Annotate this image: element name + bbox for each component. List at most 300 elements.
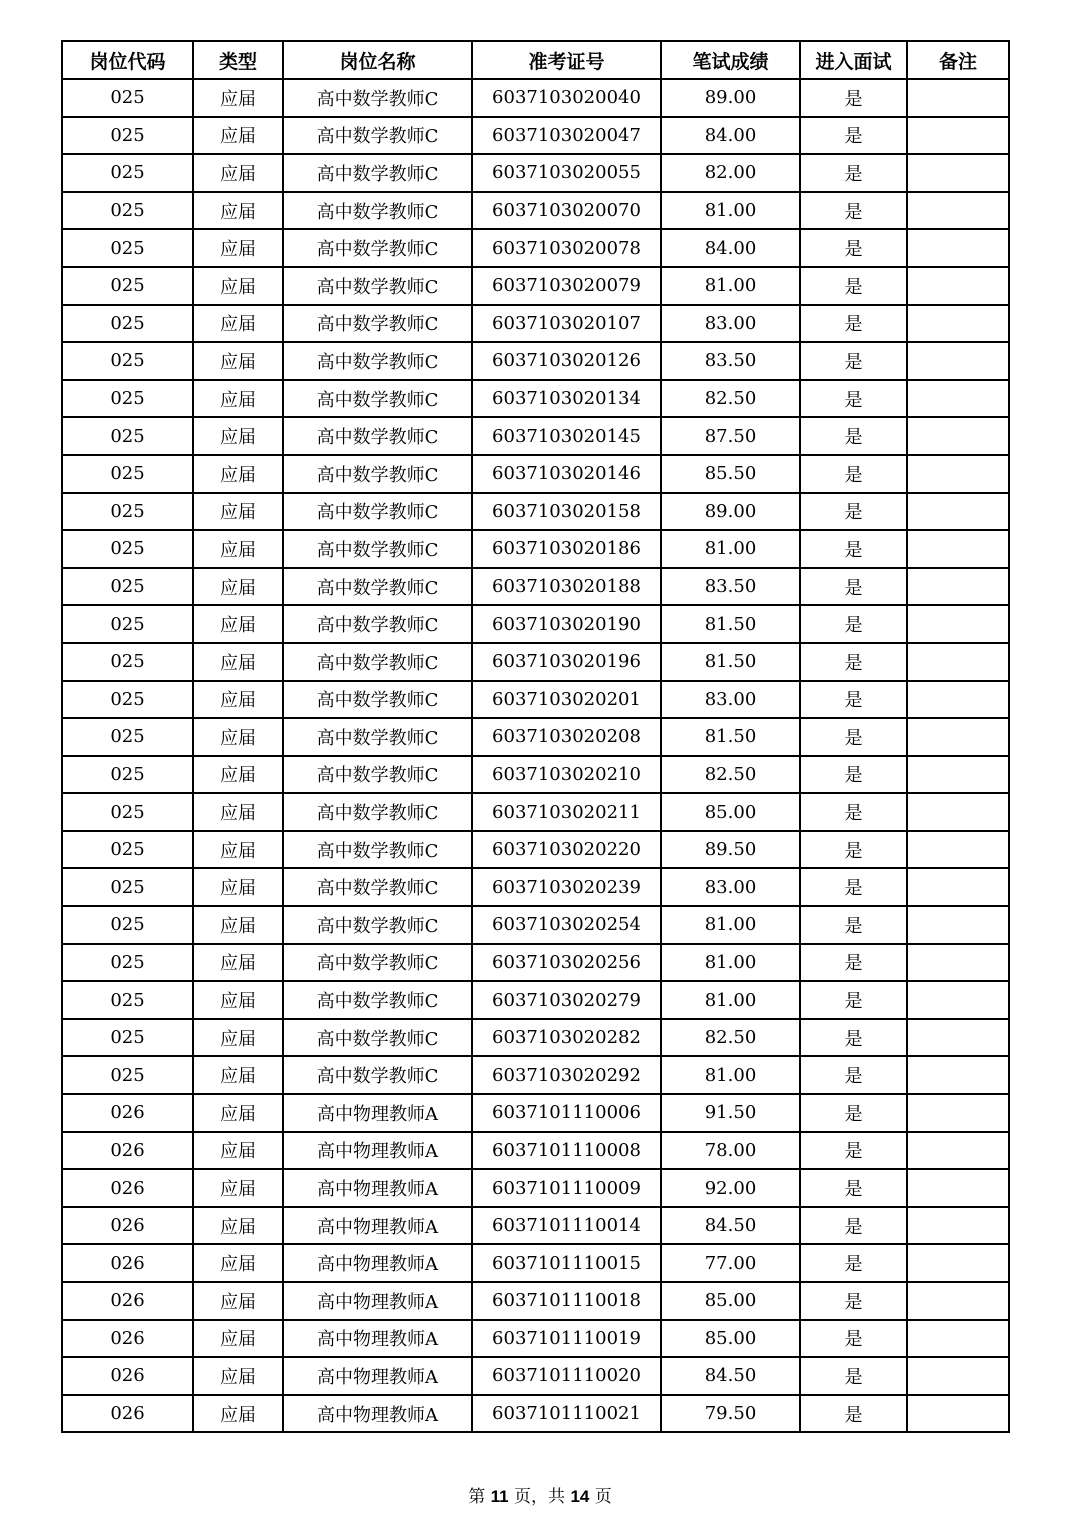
table-cell: 84.00	[661, 117, 800, 155]
table-cell: 高中数学教师C	[283, 868, 472, 906]
table-cell: 是	[800, 267, 907, 305]
table-cell: 025	[62, 79, 193, 117]
table-cell: 026	[62, 1282, 193, 1320]
table-cell: 高中物理教师A	[283, 1244, 472, 1282]
table-cell: 是	[800, 229, 907, 267]
table-cell	[907, 605, 1009, 643]
table-cell: 84.50	[661, 1357, 800, 1395]
table-cell: 是	[800, 981, 907, 1019]
table-row	[62, 305, 1009, 343]
results-table	[61, 40, 1010, 1433]
table-cell	[907, 117, 1009, 155]
table-row	[62, 1244, 1009, 1282]
table-cell: 是	[800, 1094, 907, 1132]
table-cell: 6037103020158	[472, 493, 661, 531]
table-cell: 是	[800, 1056, 907, 1094]
column-header: 类型	[193, 41, 283, 79]
table-cell: 是	[800, 417, 907, 455]
table-cell: 是	[800, 718, 907, 756]
table-cell	[907, 1132, 1009, 1170]
table-cell: 025	[62, 117, 193, 155]
table-cell	[907, 493, 1009, 531]
table-cell: 025	[62, 756, 193, 794]
table-cell	[907, 1244, 1009, 1282]
column-header: 岗位名称	[283, 41, 472, 79]
table-row	[62, 1395, 1009, 1433]
table-cell: 应届	[193, 1056, 283, 1094]
table-row	[62, 643, 1009, 681]
table-cell: 应届	[193, 831, 283, 869]
table-cell: 是	[800, 1395, 907, 1433]
table-cell: 85.50	[661, 455, 800, 493]
table-cell: 是	[800, 1132, 907, 1170]
table-cell: 81.00	[661, 530, 800, 568]
table-row	[62, 1019, 1009, 1057]
table-cell: 6037103020239	[472, 868, 661, 906]
table-cell: 应届	[193, 944, 283, 982]
table-cell: 89.50	[661, 831, 800, 869]
table-cell: 6037101110009	[472, 1169, 661, 1207]
table-cell: 85.00	[661, 1282, 800, 1320]
table-row	[62, 267, 1009, 305]
table-row	[62, 718, 1009, 756]
table-cell	[907, 267, 1009, 305]
table-cell: 025	[62, 229, 193, 267]
table-cell	[907, 831, 1009, 869]
table-cell: 025	[62, 944, 193, 982]
column-header: 准考证号	[472, 41, 661, 79]
table-cell: 89.00	[661, 493, 800, 531]
table-cell: 82.00	[661, 154, 800, 192]
table-cell: 6037103020254	[472, 906, 661, 944]
table-cell: 高中数学教师C	[283, 417, 472, 455]
table-cell: 高中数学教师C	[283, 605, 472, 643]
table-cell: 应届	[193, 793, 283, 831]
table-cell: 是	[800, 1207, 907, 1245]
table-cell	[907, 455, 1009, 493]
table-cell: 高中物理教师A	[283, 1094, 472, 1132]
table-cell: 025	[62, 681, 193, 719]
table-cell: 是	[800, 756, 907, 794]
table-cell	[907, 154, 1009, 192]
table-cell: 6037103020220	[472, 831, 661, 869]
table-cell: 高中物理教师A	[283, 1395, 472, 1433]
table-cell: 026	[62, 1132, 193, 1170]
table-cell	[907, 1207, 1009, 1245]
table-cell: 026	[62, 1320, 193, 1358]
table-cell: 是	[800, 305, 907, 343]
table-cell: 81.50	[661, 718, 800, 756]
table-cell: 6037103020208	[472, 718, 661, 756]
table-cell: 高中数学教师C	[283, 756, 472, 794]
table-cell	[907, 868, 1009, 906]
footer-middle: 页，共	[514, 1487, 566, 1507]
table-cell: 高中数学教师C	[283, 643, 472, 681]
table-cell	[907, 1056, 1009, 1094]
table-cell	[907, 718, 1009, 756]
table-cell: 是	[800, 643, 907, 681]
table-cell: 6037101110018	[472, 1282, 661, 1320]
table-row	[62, 1357, 1009, 1395]
table-row	[62, 1169, 1009, 1207]
table-cell: 高中数学教师C	[283, 981, 472, 1019]
table-cell: 6037103020188	[472, 568, 661, 606]
table-cell: 77.00	[661, 1244, 800, 1282]
table-cell	[907, 229, 1009, 267]
table-cell: 89.00	[661, 79, 800, 117]
footer-current-page: 11	[490, 1487, 509, 1506]
table-cell: 应届	[193, 117, 283, 155]
table-cell	[907, 1094, 1009, 1132]
table-cell: 6037103020282	[472, 1019, 661, 1057]
table-cell: 81.50	[661, 605, 800, 643]
table-cell: 6037103020055	[472, 154, 661, 192]
table-cell: 应届	[193, 342, 283, 380]
table-cell: 高中数学教师C	[283, 380, 472, 418]
table-cell: 是	[800, 1320, 907, 1358]
table-cell: 6037101110008	[472, 1132, 661, 1170]
table-cell: 是	[800, 342, 907, 380]
table-cell: 026	[62, 1094, 193, 1132]
table-cell	[907, 192, 1009, 230]
table-cell: 是	[800, 793, 907, 831]
table-cell: 应届	[193, 79, 283, 117]
table-row	[62, 1094, 1009, 1132]
table-cell: 81.00	[661, 944, 800, 982]
table-cell: 高中数学教师C	[283, 455, 472, 493]
column-header: 岗位代码	[62, 41, 193, 79]
table-cell: 81.00	[661, 906, 800, 944]
table-cell: 高中物理教师A	[283, 1207, 472, 1245]
table-cell: 是	[800, 568, 907, 606]
table-cell: 是	[800, 1169, 907, 1207]
table-cell	[907, 1019, 1009, 1057]
table-cell: 81.00	[661, 981, 800, 1019]
table-cell	[907, 643, 1009, 681]
table-cell: 6037103020134	[472, 380, 661, 418]
table-row	[62, 981, 1009, 1019]
table-cell: 应届	[193, 192, 283, 230]
table-cell: 6037103020196	[472, 643, 661, 681]
table-cell: 高中数学教师C	[283, 944, 472, 982]
table-cell: 6037103020190	[472, 605, 661, 643]
table-cell: 高中数学教师C	[283, 793, 472, 831]
table-cell	[907, 944, 1009, 982]
table-cell: 026	[62, 1169, 193, 1207]
table-cell	[907, 906, 1009, 944]
column-header: 进入面试	[800, 41, 907, 79]
table-row	[62, 380, 1009, 418]
table-row	[62, 793, 1009, 831]
table-cell: 025	[62, 380, 193, 418]
table-cell	[907, 793, 1009, 831]
table-cell: 6037103020145	[472, 417, 661, 455]
table-cell: 025	[62, 530, 193, 568]
table-cell: 025	[62, 831, 193, 869]
table-row	[62, 756, 1009, 794]
table-cell: 87.50	[661, 417, 800, 455]
table-cell	[907, 1395, 1009, 1433]
table-cell: 6037103020040	[472, 79, 661, 117]
table-cell: 025	[62, 906, 193, 944]
table-cell: 83.50	[661, 342, 800, 380]
table-cell	[907, 305, 1009, 343]
table-row	[62, 342, 1009, 380]
table-cell: 应届	[193, 568, 283, 606]
table-cell: 高中数学教师C	[283, 117, 472, 155]
table-cell: 6037103020078	[472, 229, 661, 267]
table-cell: 高中数学教师C	[283, 192, 472, 230]
table-cell: 应届	[193, 530, 283, 568]
table-cell: 高中数学教师C	[283, 718, 472, 756]
table-cell: 84.00	[661, 229, 800, 267]
table-row	[62, 605, 1009, 643]
table-cell: 025	[62, 154, 193, 192]
page-footer	[0, 1482, 1080, 1507]
table-cell: 是	[800, 831, 907, 869]
table-body	[62, 79, 1009, 1432]
table-cell: 应届	[193, 1019, 283, 1057]
table-cell: 025	[62, 643, 193, 681]
table-cell: 应届	[193, 1320, 283, 1358]
table-cell: 应届	[193, 1207, 283, 1245]
table-cell: 高中数学教师C	[283, 493, 472, 531]
table-cell: 82.50	[661, 380, 800, 418]
table-cell: 是	[800, 79, 907, 117]
table-cell: 025	[62, 1056, 193, 1094]
table-cell: 是	[800, 1357, 907, 1395]
table-cell: 高中数学教师C	[283, 530, 472, 568]
table-row	[62, 1207, 1009, 1245]
column-header: 笔试成绩	[661, 41, 800, 79]
table-cell: 6037103020292	[472, 1056, 661, 1094]
table-cell: 026	[62, 1207, 193, 1245]
footer-total-pages: 14	[570, 1487, 590, 1506]
table-cell: 是	[800, 868, 907, 906]
table-row	[62, 944, 1009, 982]
table-cell	[907, 530, 1009, 568]
table-cell: 83.00	[661, 868, 800, 906]
table-cell: 79.50	[661, 1395, 800, 1433]
table-cell: 6037103020126	[472, 342, 661, 380]
table-cell: 是	[800, 455, 907, 493]
table-cell: 应届	[193, 417, 283, 455]
table-row	[62, 154, 1009, 192]
table-row	[62, 568, 1009, 606]
table-cell: 应届	[193, 154, 283, 192]
table-cell: 高中数学教师C	[283, 1056, 472, 1094]
table-cell: 026	[62, 1395, 193, 1433]
table-cell	[907, 568, 1009, 606]
table-cell: 025	[62, 981, 193, 1019]
table-cell: 026	[62, 1357, 193, 1395]
table-cell: 6037103020107	[472, 305, 661, 343]
table-cell: 应届	[193, 1132, 283, 1170]
table-cell: 6037101110006	[472, 1094, 661, 1132]
table-cell: 高中数学教师C	[283, 1019, 472, 1057]
table-cell	[907, 1320, 1009, 1358]
table-row	[62, 868, 1009, 906]
table-cell: 025	[62, 568, 193, 606]
table-cell: 应届	[193, 1282, 283, 1320]
table-cell: 应届	[193, 267, 283, 305]
table-row	[62, 1132, 1009, 1170]
table-cell: 83.00	[661, 681, 800, 719]
table-cell: 应届	[193, 981, 283, 1019]
table-header	[62, 41, 1009, 79]
table-cell: 6037101110021	[472, 1395, 661, 1433]
table-row	[62, 117, 1009, 155]
table-cell	[907, 756, 1009, 794]
table-cell: 82.50	[661, 756, 800, 794]
table-cell: 应届	[193, 1094, 283, 1132]
table-row	[62, 229, 1009, 267]
table-cell: 高中数学教师C	[283, 342, 472, 380]
table-cell: 025	[62, 342, 193, 380]
table-cell: 高中物理教师A	[283, 1282, 472, 1320]
table-cell: 84.50	[661, 1207, 800, 1245]
table-cell: 6037103020070	[472, 192, 661, 230]
table-cell: 高中数学教师C	[283, 568, 472, 606]
table-row	[62, 1320, 1009, 1358]
table-cell: 是	[800, 1019, 907, 1057]
table-cell: 81.00	[661, 192, 800, 230]
table-cell: 高中数学教师C	[283, 154, 472, 192]
table-cell: 高中数学教师C	[283, 267, 472, 305]
table-cell: 高中数学教师C	[283, 79, 472, 117]
footer-prefix: 第	[468, 1487, 486, 1507]
table-cell: 6037101110019	[472, 1320, 661, 1358]
table-row	[62, 455, 1009, 493]
table-cell: 高中数学教师C	[283, 831, 472, 869]
table-cell: 91.50	[661, 1094, 800, 1132]
table-cell: 025	[62, 493, 193, 531]
table-cell: 应届	[193, 718, 283, 756]
table-cell: 6037103020201	[472, 681, 661, 719]
table-cell: 025	[62, 1019, 193, 1057]
table-cell: 应届	[193, 229, 283, 267]
table-cell: 是	[800, 192, 907, 230]
table-cell: 应届	[193, 1169, 283, 1207]
table-row	[62, 681, 1009, 719]
table-cell: 6037103020146	[472, 455, 661, 493]
table-cell: 025	[62, 455, 193, 493]
table-cell: 高中数学教师C	[283, 681, 472, 719]
table-cell: 6037103020079	[472, 267, 661, 305]
table-cell	[907, 1282, 1009, 1320]
table-cell: 83.50	[661, 568, 800, 606]
table-cell: 是	[800, 906, 907, 944]
table-cell: 025	[62, 868, 193, 906]
table-cell: 应届	[193, 305, 283, 343]
table-cell: 78.00	[661, 1132, 800, 1170]
table-cell	[907, 380, 1009, 418]
table-cell: 6037101110014	[472, 1207, 661, 1245]
table-cell: 81.00	[661, 1056, 800, 1094]
table-cell	[907, 1357, 1009, 1395]
table-cell: 是	[800, 117, 907, 155]
table-cell: 是	[800, 493, 907, 531]
table-cell: 6037103020279	[472, 981, 661, 1019]
table-cell	[907, 79, 1009, 117]
table-cell: 应届	[193, 868, 283, 906]
table-cell	[907, 981, 1009, 1019]
table-cell: 高中数学教师C	[283, 229, 472, 267]
table-cell: 026	[62, 1244, 193, 1282]
table-cell: 应届	[193, 1244, 283, 1282]
table-cell: 025	[62, 718, 193, 756]
table-cell	[907, 342, 1009, 380]
table-row	[62, 417, 1009, 455]
table-row	[62, 79, 1009, 117]
table-cell	[907, 1169, 1009, 1207]
table-row	[62, 530, 1009, 568]
table-cell: 应届	[193, 605, 283, 643]
table-cell: 是	[800, 605, 907, 643]
table-cell: 85.00	[661, 793, 800, 831]
table-cell: 高中物理教师A	[283, 1320, 472, 1358]
table-cell: 025	[62, 305, 193, 343]
table-cell: 高中物理教师A	[283, 1169, 472, 1207]
table-cell: 是	[800, 530, 907, 568]
table-cell: 025	[62, 192, 193, 230]
table-cell: 应届	[193, 1357, 283, 1395]
table-cell: 81.00	[661, 267, 800, 305]
table-cell: 6037103020256	[472, 944, 661, 982]
table-cell: 025	[62, 605, 193, 643]
footer-suffix: 页	[594, 1487, 612, 1507]
table-cell	[907, 681, 1009, 719]
table-cell: 是	[800, 1244, 907, 1282]
header-row	[62, 41, 1009, 79]
table-row	[62, 1282, 1009, 1320]
table-cell: 是	[800, 681, 907, 719]
table-cell: 是	[800, 154, 907, 192]
table-row	[62, 906, 1009, 944]
table-cell: 6037101110015	[472, 1244, 661, 1282]
table-cell: 81.50	[661, 643, 800, 681]
table-cell: 6037101110020	[472, 1357, 661, 1395]
table-cell: 高中数学教师C	[283, 305, 472, 343]
table-cell: 高中物理教师A	[283, 1357, 472, 1395]
table-row	[62, 1056, 1009, 1094]
table-cell: 应届	[193, 681, 283, 719]
table-cell	[907, 417, 1009, 455]
table-cell: 是	[800, 380, 907, 418]
table-cell: 应届	[193, 1395, 283, 1433]
table-cell: 025	[62, 267, 193, 305]
column-header: 备注	[907, 41, 1009, 79]
table-row	[62, 192, 1009, 230]
table-cell: 应届	[193, 643, 283, 681]
table-row	[62, 831, 1009, 869]
table-cell: 高中物理教师A	[283, 1132, 472, 1170]
table-cell: 应届	[193, 380, 283, 418]
table-cell: 是	[800, 944, 907, 982]
table-cell: 85.00	[661, 1320, 800, 1358]
table-cell: 025	[62, 793, 193, 831]
table-cell: 应届	[193, 906, 283, 944]
table-cell: 92.00	[661, 1169, 800, 1207]
table-cell: 83.00	[661, 305, 800, 343]
table-cell: 应届	[193, 455, 283, 493]
table-cell: 高中数学教师C	[283, 906, 472, 944]
table-cell: 应届	[193, 493, 283, 531]
table-cell: 025	[62, 417, 193, 455]
table-cell: 应届	[193, 756, 283, 794]
table-cell: 6037103020210	[472, 756, 661, 794]
table-cell: 6037103020186	[472, 530, 661, 568]
